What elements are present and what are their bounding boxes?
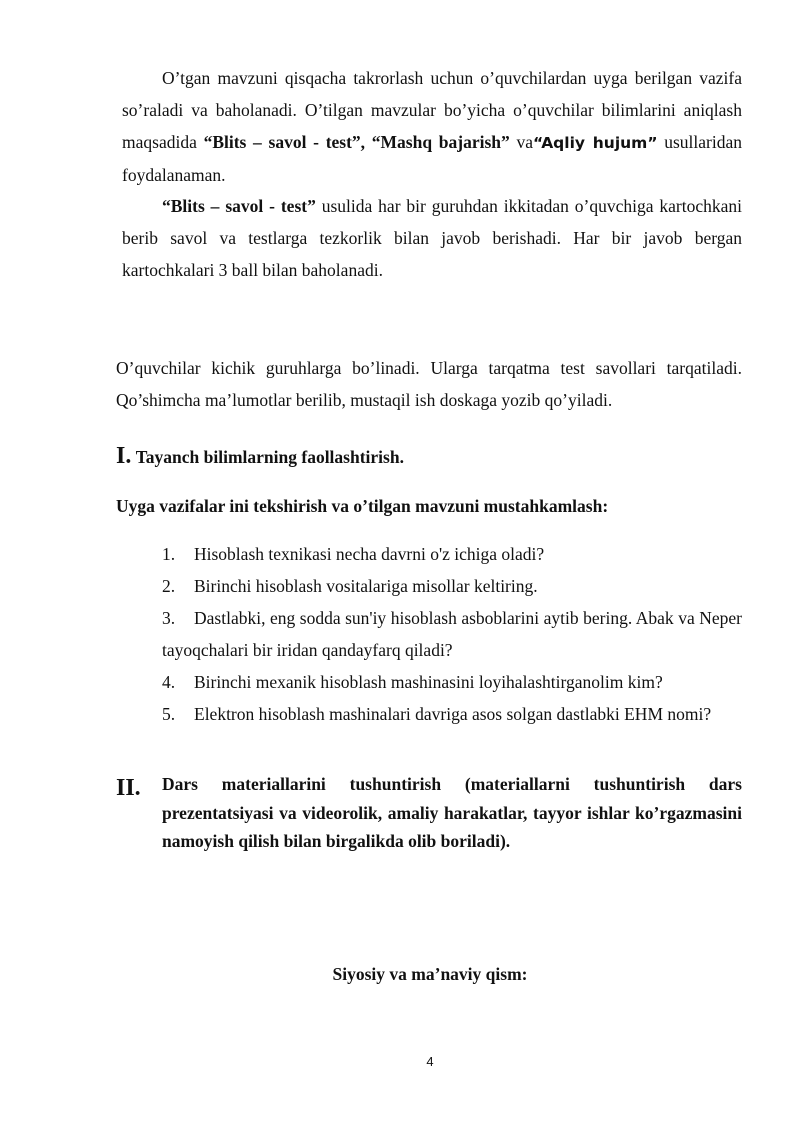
intro-text-1: O’tgan mavzuni qisqacha takrorlash uchun o’quvchilardan uyga berilgan vazifa so’raladi va baholanadi. O’tilgan mavzular bo’yicha o’quvchilar bilimlarini aniqlash maqsadida	[122, 68, 742, 152]
question-text: Elektron hisoblash mashinalari davriga asos solgan dastlabki EHM nomi?	[194, 704, 712, 724]
intro-paragraph	[122, 62, 742, 191]
list-item	[162, 570, 742, 602]
list-item	[162, 538, 742, 570]
question-text: Birinchi mexanik hisoblash mashinasini loyihalashtirganolim kim?	[194, 672, 663, 692]
section-2-numeral: II.	[116, 775, 141, 801]
section-2-heading	[116, 770, 742, 856]
section-2-text: Dars materiallarini tushuntirish (materiallarni tushuntirish dars prezentatsiyasi va videorolik, amaliy harakatlar, tayyor ishlar ko’rgazmasini namoyish qilish bilan birgalikda olib boriladi).	[162, 774, 742, 851]
question-text: Birinchi hisoblash vositalariga misollar keltiring.	[194, 576, 538, 596]
question-number: 3.	[162, 608, 176, 628]
list-item	[162, 666, 742, 698]
intro-text-3: usullaridan foydalanaman.	[122, 132, 742, 185]
question-number: 4.	[162, 672, 176, 692]
center-title: Siyosiy va ma’naviy qism:	[332, 964, 528, 984]
question-text: Dastlabki, eng sodda sun'iy hisoblash asboblarini aytib bering. Abak va Neper tayoqchalari bir iridan qandayfarq qiladi?	[162, 608, 742, 660]
list-item	[162, 602, 742, 666]
blits-paragraph	[122, 190, 742, 286]
section-1-title: Tayanch bilimlarning faollashtirish.	[135, 447, 404, 467]
section-1-heading	[116, 440, 742, 473]
intro-text-2: va	[509, 132, 533, 152]
intro-methods-bold: “Blits – savol - test”, “Mashq bajarish”	[203, 132, 510, 152]
question-list	[162, 538, 742, 730]
homework-subheading: Uyga vazifalar ini tekshirish va o’tilgan mavzuni mustahkamlash:	[116, 496, 609, 516]
list-item	[162, 698, 742, 730]
groups-paragraph: O’quvchilar kichik guruhlarga bo’linadi. Ularga tarqatma test savollari tarqatiladi. Qo’shimcha ma’lumotlar berilib, mustaqil ish doskaga yozib qo’yiladi.	[116, 358, 742, 410]
question-number: 2.	[162, 576, 176, 596]
question-text: Hisoblash texnikasi necha davrni o'z ichiga oladi?	[194, 544, 545, 564]
question-number: 1.	[162, 544, 176, 564]
question-number: 5.	[162, 704, 176, 724]
blits-method-bold: “Blits – savol - test”	[162, 196, 316, 216]
intro-aqliy-hujum-bold: “Aqliy hujum”	[533, 134, 658, 152]
blits-text: usulida har bir guruhdan ikkitadan o’quvchiga kartochkani berib savol va testlarga tezkorlik bilan javob berishadi. Har bir javob bergan kartochkalari 3 ball bilan baholanadi.	[122, 196, 742, 280]
page-number: 4	[426, 1054, 434, 1069]
section-1-numeral: I.	[116, 443, 132, 469]
